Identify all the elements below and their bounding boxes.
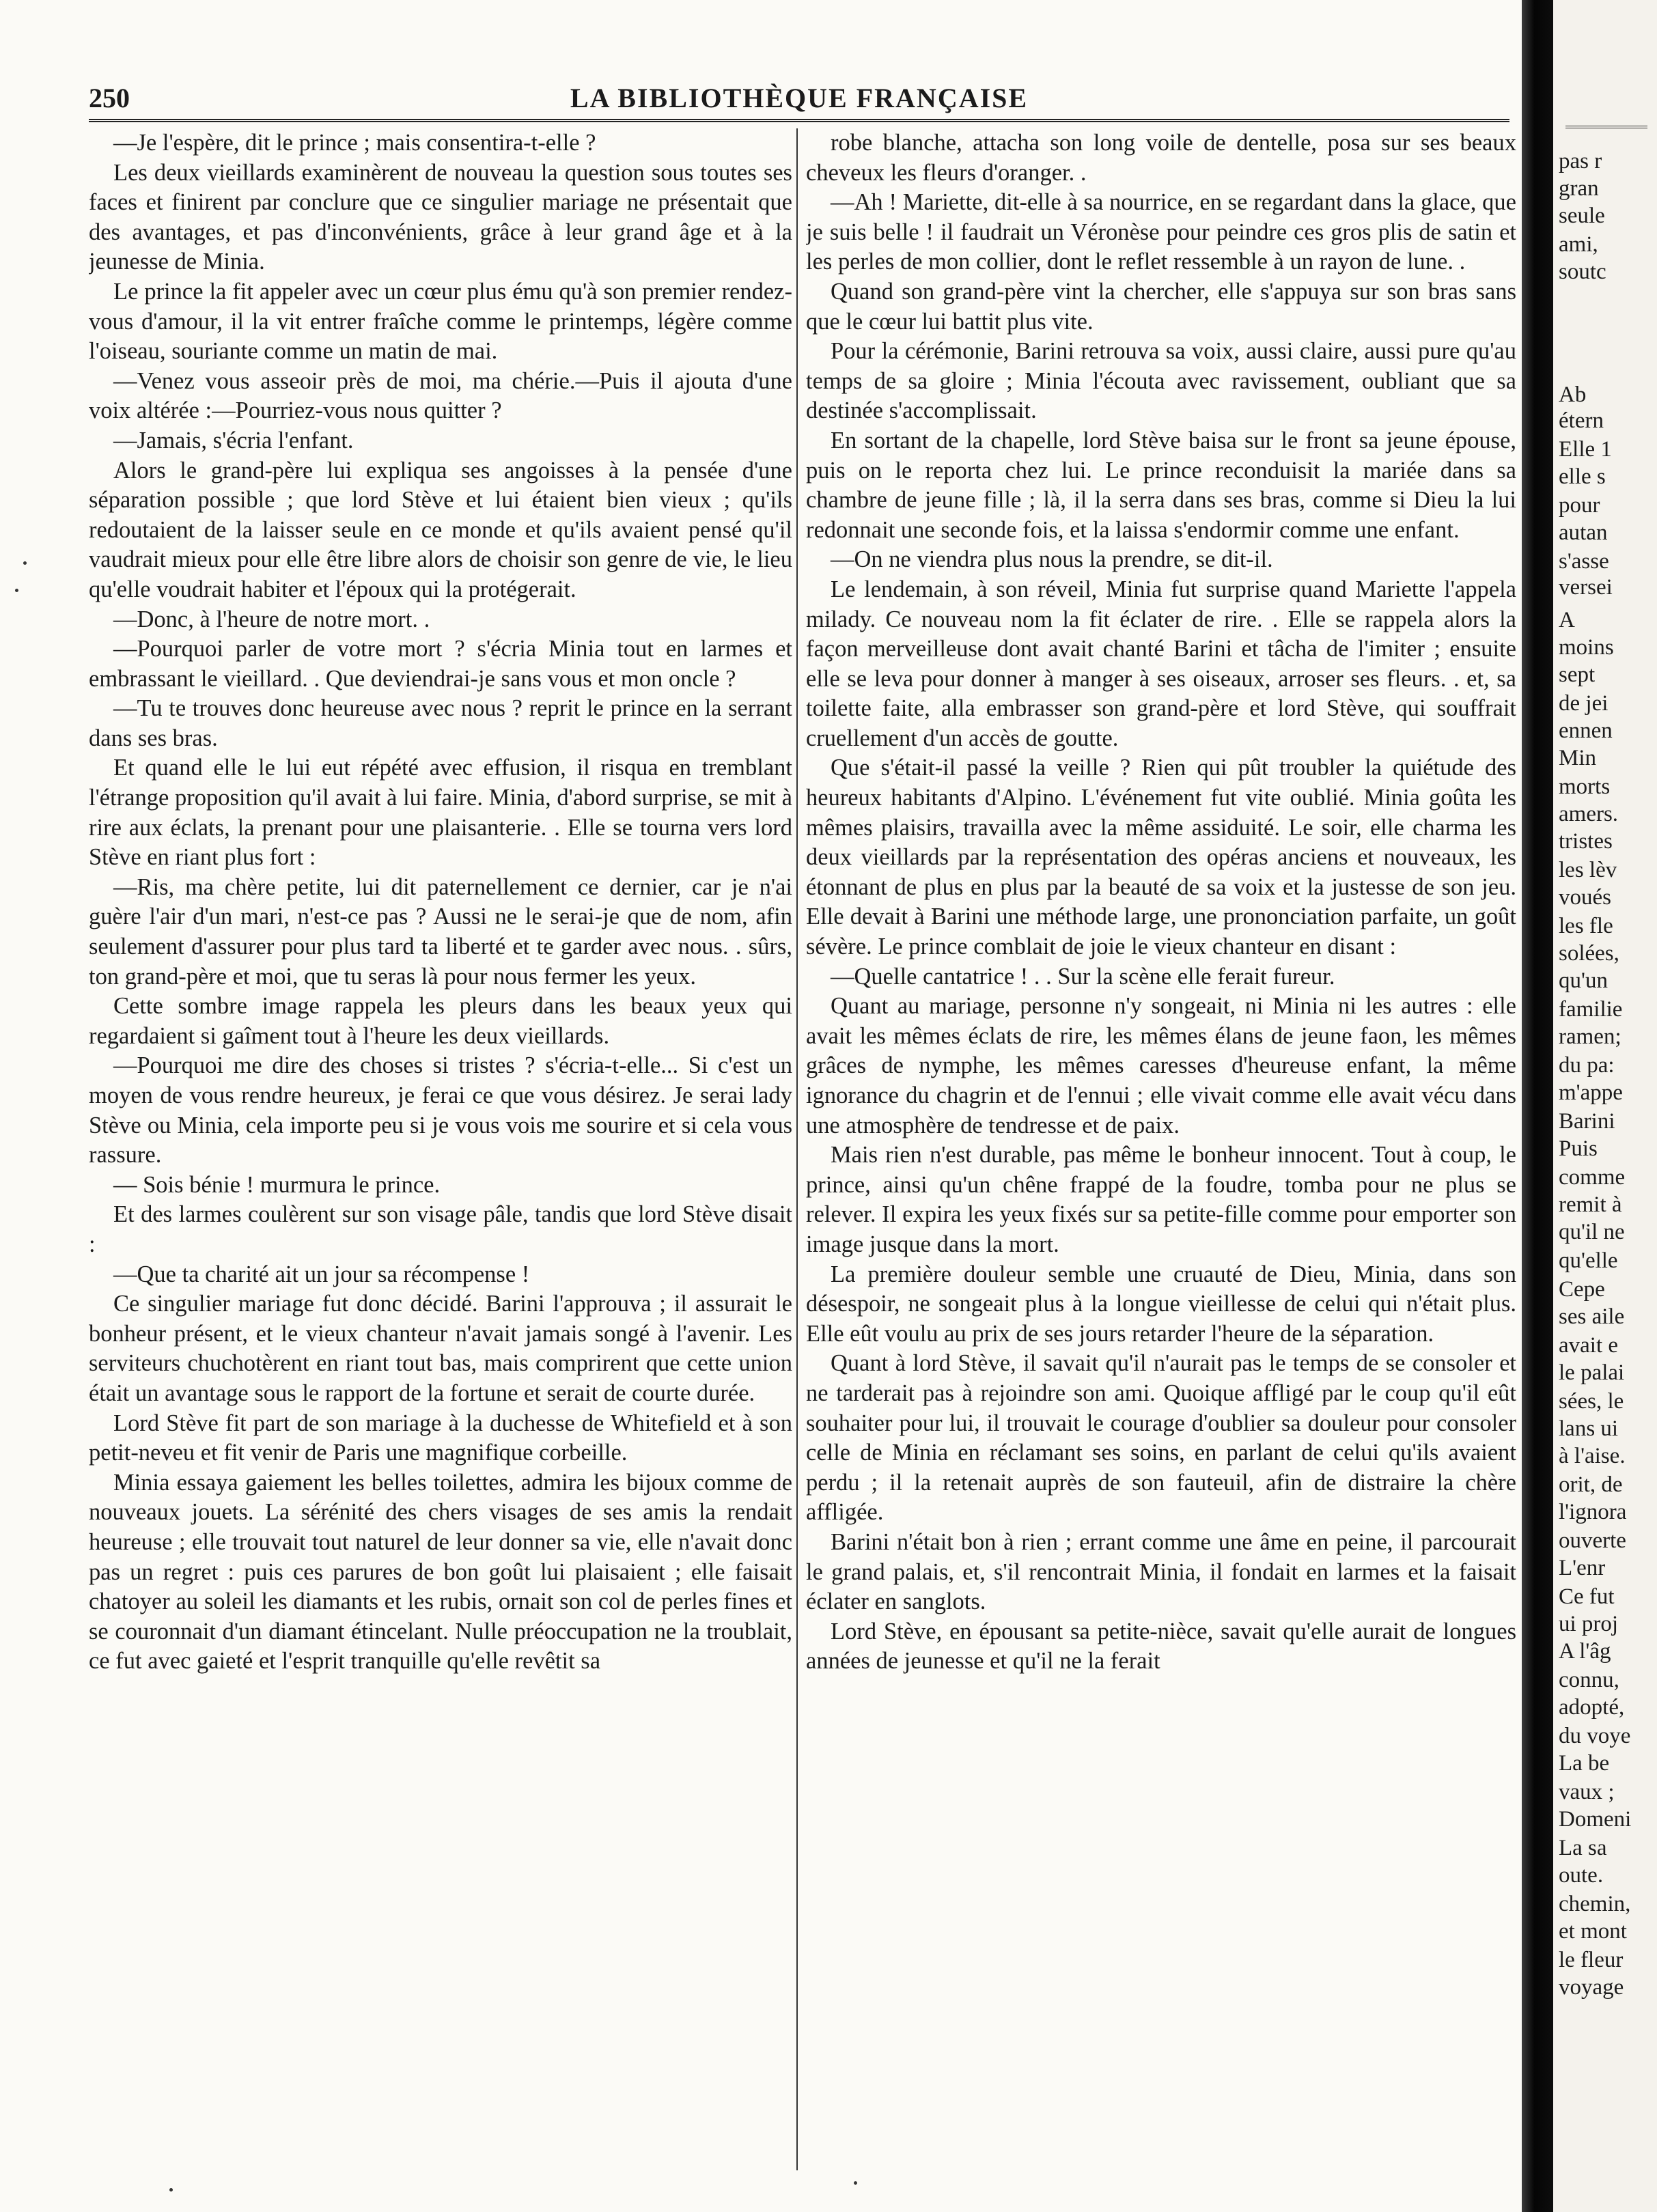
paragraph: Quant au mariage, personne n'y songeait, ni Minia ni les autres : elle avait les mêmes éclats de rire, les mêmes élans de jeune faon, les mêmes grâces de nymphe, les mêmes caresses d'heureuse enfant, la même ignorance du chagrin et de l'ennui ; elle vivait comme elle avait vécu dans une atmosphère de tendresse et de paix.	[806, 993, 1516, 1138]
adjacent-page-fragment: Ce fut	[1559, 1584, 1615, 1609]
left-text-column	[89, 128, 792, 2157]
adjacent-page-fragment: amers.	[1559, 802, 1619, 826]
adjacent-page-fragment: sept	[1559, 662, 1596, 687]
adjacent-page-fragment: du voye	[1559, 1724, 1631, 1748]
adjacent-page-fragment: L'enr	[1559, 1556, 1606, 1580]
paragraph: —Ah ! Mariette, dit-elle à sa nourrice, en se regardant dans la glace, que je suis belle ! il faudrait un Véronèse pour peindre ces gros plis de satin et les perles de mon collier, dont le reflet ressemble à un rayon de lune. .	[806, 189, 1516, 275]
paragraph: —Ris, ma chère petite, lui dit paternellement ce dernier, car je n'ai guère l'air d'un mari, n'est-ce pas ? Aussi ne le serai-je que de nom, afin seulement d'assurer pour plus tard ta liberté et te garder avec nous. . sûrs, ton grand-père et moi, que tu seras là pour nous fermer les yeux.	[89, 873, 792, 990]
column-divider	[796, 128, 798, 2170]
paragraph: Ce singulier mariage fut donc décidé. Barini l'approuva ; il assurait le bonheur présent, et le vieux chanteur n'avait jamais songé à l'avenir. Les serviteurs chuchotèrent en riant tout bas, mais comprirent que cette union était un avantage sous le rapport de la fortune et serait de courte durée.	[89, 1291, 792, 1406]
adjacent-page-fragment: seule	[1559, 204, 1605, 228]
paragraph: Pour la cérémonie, Barini retrouva sa voix, aussi claire, aussi pure qu'au temps de sa gloire ; Minia l'écouta avec ravissement, oubliant que sa destinée s'accomplissait.	[806, 338, 1516, 424]
adjacent-page-fragment: La sa	[1559, 1836, 1607, 1860]
adjacent-page-fragment: s'asse	[1559, 549, 1609, 574]
adjacent-page-fragment: Min	[1559, 746, 1597, 770]
adjacent-page-fragment: familie	[1559, 997, 1623, 1022]
binding-shadow	[1522, 0, 1553, 2212]
adjacent-page-fragment: qu'un	[1559, 968, 1608, 993]
paragraph: —Que ta charité ait un jour sa récompense !	[113, 1261, 530, 1287]
paragraph: — Sois bénie ! murmura le prince.	[113, 1171, 441, 1198]
paragraph: Quant à lord Stève, il savait qu'il n'aurait pas le temps de se consoler et ne tarderait pas à rejoindre son ami. Quoique affligé par le coup qu'il eût souhaiter pour lui, il trouvait le courage d'oublier sa douleur pour consoler celle de Minia en réclamant ses soins, en parlant de celui qu'ils avaient perdu ; il la retenait auprès de son fauteuil, afin de distraire la chère affligée.	[806, 1350, 1516, 1526]
adjacent-page-fragment: voyage	[1559, 1975, 1624, 2000]
adjacent-page-fragment: versei	[1559, 575, 1613, 600]
paragraph: —Donc, à l'heure de notre mort. .	[113, 606, 430, 632]
adjacent-page-fragment: étern	[1559, 408, 1604, 433]
paragraph: —Pourquoi me dire des choses si tristes ? s'écria-t-elle... Si c'est un moyen de vous rendre heureux, je ferai ce que vous désirez. Je serai lady Stève ou Minia, cela importe peu si je vous vois me sourire et si cela vous rassure.	[89, 1052, 792, 1168]
adjacent-page-fragment: La be	[1559, 1751, 1610, 1776]
adjacent-page-fragment: soutc	[1559, 260, 1606, 284]
adjacent-page-fragment: gran	[1559, 176, 1599, 201]
running-title: LA BIBLIOTHÈQUE FRANÇAISE	[570, 83, 1029, 113]
adjacent-header-rule	[1565, 126, 1647, 128]
paragraph: —Jamais, s'écria l'enfant.	[113, 427, 354, 453]
adjacent-page-fragment: ramen;	[1559, 1024, 1621, 1049]
adjacent-page-fragment: A	[1559, 608, 1575, 632]
adjacent-page-fragment: et mont	[1559, 1919, 1627, 1944]
adjacent-page-fragment: elle s	[1559, 464, 1606, 489]
adjacent-page-fragment: autan	[1559, 520, 1608, 545]
adjacent-page-fragment: Elle 1	[1559, 437, 1612, 462]
paragraph: En sortant de la chapelle, lord Stève baisa sur le front sa jeune épouse, puis on le reporta chez lui. Le prince reconduisit la mariée dans sa chambre de jeune fille ; là, il la serra dans ses bras, comme si Dieu la lui redonnait une seconde fois, et la laissa s'endormir comme une enfant.	[806, 427, 1516, 543]
paragraph: —Quelle cantatrice ! . . Sur la scène elle ferait fureur.	[831, 963, 1335, 990]
adjacent-page-fragment: remit à	[1559, 1192, 1622, 1217]
adjacent-page-edge	[1553, 0, 1657, 2212]
paragraph: —Pourquoi parler de votre mort ? s'écria Minia tout en larmes et embrassant le vieillard. . Que deviendrai-je sans vous et mon oncle ?	[89, 636, 792, 692]
adjacent-page-fragment: Ab	[1559, 382, 1587, 407]
adjacent-page-fragment: les fle	[1559, 914, 1613, 938]
scan-speck	[23, 561, 27, 565]
paragraph: La première douleur semble une cruauté de Dieu, Minia, dans son désespoir, ne songeait plus à la longue vieillesse de celui qui n'était plus. Elle eût voulu au prix de ses jours retarder l'heure de la séparation.	[806, 1261, 1516, 1347]
adjacent-page-fragment: moins	[1559, 635, 1614, 660]
header-rule	[89, 119, 1509, 122]
adjacent-page-fragment: Puis	[1559, 1136, 1598, 1161]
adjacent-page-fragment: voués	[1559, 885, 1611, 910]
paragraph: Barini n'était bon à rien ; errant comme une âme en peine, il parcourait le grand palais, et, s'il rencontrait Minia, il fondait en larmes et la faisait éclater en sanglots.	[806, 1528, 1516, 1615]
adjacent-page-fragment: Cepe	[1559, 1277, 1605, 1302]
page-number: 250	[89, 83, 130, 113]
paragraph: Lord Stève fit part de son mariage à la duchesse de Whitefield et à son petit-neveu et fit venir de Paris une magnifique corbeille.	[89, 1410, 792, 1466]
adjacent-page-fragment: Barini	[1559, 1109, 1615, 1134]
adjacent-page-fragment: solées,	[1559, 941, 1619, 966]
paragraph: Que s'était-il passé la veille ? Rien qui pût troubler la quiétude des heureux habitants d'Alpino. L'événement fut vite oublié. Minia goûta les mêmes plaisirs, travailla avec la même assiduité. Le soir, elle charma les deux vieillards par la représentation des opéras anciens et nouveaux, les étonnant de plus en plus par la beauté de sa voix et la justesse de son jeu. Elle devait à Barini une méthode large, une prononciation parfaite, un goût sévère. Le prince comblait de joie le vieux chanteur en disant :	[806, 755, 1516, 960]
adjacent-page-fragment: les lèv	[1559, 858, 1617, 882]
paragraph: Lord Stève, en épousant sa petite-nièce, savait qu'elle aurait de longues années de jeunesse et qu'il ne la ferait	[806, 1618, 1516, 1675]
scan-speck	[169, 2188, 173, 2192]
paragraph: Et quand elle le lui eut répété avec effusion, il risqua en tremblant l'étrange proposition qu'il avait à lui faire. Minia, d'abord surprise, se mit à rire aux éclats, la prenant pour une plaisanterie. . Elle se tourna vers lord Stève en riant plus fort :	[89, 755, 792, 871]
adjacent-page-fragment: l'ignora	[1559, 1500, 1627, 1524]
adjacent-page-fragment: m'appe	[1559, 1080, 1623, 1105]
paragraph: Le prince la fit appeler avec un cœur plus ému qu'à son premier rendez-vous d'amour, il la vit entrer fraîche comme le printemps, légère comme l'oiseau, souriante comme un matin de mai.	[89, 278, 792, 365]
paragraph: Alors le grand-père lui expliqua ses angoisses à la pensée d'une séparation possible ; que lord Stève et lui étaient bien vieux ; qu'ils redoutaient de la laisser seule en ce monde et qu'ils avaient pensé qu'il vaudrait mieux pour elle être libre alors de choisir son genre de vie, le lieu qu'elle voudrait habiter et l'époux qui la protégerait.	[89, 457, 792, 602]
adjacent-page-fragment: tristes	[1559, 829, 1613, 854]
adjacent-page-fragment: lans ui	[1559, 1416, 1619, 1441]
adjacent-page-fragment: A l'âg	[1559, 1639, 1611, 1664]
paragraph: Le lendemain, à son réveil, Minia fut surprise quand Mariette l'appela milady. Ce nouveau nom la fit éclater de rire. . Elle se rappela alors la façon merveilleuse dont avait chanté Barini et tâcha de l'imiter ; ensuite elle se leva pour donner à manger à ses oiseaux, arroser ses fleurs. . et, sa toilette faite, alla embrasser son grand-père et lord Stève, qui souffrait cruellement d'un accès de goutte.	[806, 576, 1516, 751]
adjacent-page-fragment: pas r	[1559, 149, 1602, 173]
adjacent-page-fragment: le palai	[1559, 1360, 1625, 1385]
adjacent-page-fragment: à l'aise.	[1559, 1444, 1626, 1468]
adjacent-page-fragment: de jei	[1559, 691, 1609, 716]
adjacent-page-fragment: sées, le	[1559, 1389, 1624, 1414]
adjacent-page-fragment: ouverte	[1559, 1528, 1626, 1553]
page-header	[89, 76, 1509, 117]
paragraph: —Je l'espère, dit le prince ; mais consentira-t-elle ?	[113, 130, 596, 156]
adjacent-page-fragment: ennen	[1559, 718, 1613, 743]
right-text-column	[806, 128, 1516, 2157]
adjacent-page-fragment: qu'il ne	[1559, 1220, 1625, 1244]
adjacent-page-fragment: avait e	[1559, 1333, 1619, 1358]
paragraph: Les deux vieillards examinèrent de nouveau la question sous toutes ses faces et finirent par conclure que ce singulier mariage ne présentait que des avantages, et pas d'inconvénients, grâce à leur grand âge et à la jeunesse de Minia.	[89, 159, 792, 275]
adjacent-page-fragment: connu,	[1559, 1668, 1619, 1692]
paragraph: —Tu te trouves donc heureuse avec nous ? reprit le prince en la serrant dans ses bras.	[89, 695, 792, 751]
adjacent-page-fragment: oute.	[1559, 1863, 1604, 1888]
scan-speck	[854, 2181, 857, 2185]
paragraph: —On ne viendra plus nous la prendre, se dit-il.	[831, 546, 1273, 573]
adjacent-page-fragment: ami,	[1559, 232, 1598, 257]
adjacent-page-fragment: comme	[1559, 1165, 1626, 1190]
paragraph: Et des larmes coulèrent sur son visage pâle, tandis que lord Stève disait :	[89, 1201, 792, 1257]
adjacent-page-fragment: du pa:	[1559, 1053, 1615, 1078]
paragraph: Mais rien n'est durable, pas même le bonheur innocent. Tout à coup, le prince, ainsi qu'un chêne frappé de la foudre, tomba pour ne plus se relever. Il expira les yeux fixés sur sa petite-fille comme pour emporter son image jusque dans la mort.	[806, 1142, 1516, 1257]
adjacent-page-fragment: Domeni	[1559, 1807, 1632, 1832]
adjacent-page-fragment: morts	[1559, 774, 1611, 799]
adjacent-page-fragment: orit, de	[1559, 1472, 1623, 1497]
adjacent-page-fragment: pour	[1559, 493, 1600, 518]
adjacent-page-fragment: chemin,	[1559, 1892, 1631, 1916]
paragraph: Quand son grand-père vint la chercher, elle s'appuya sur son bras sans que le cœur lui battit plus vite.	[806, 278, 1516, 335]
adjacent-page-fragment: ui proj	[1559, 1612, 1619, 1636]
scan-speck	[15, 589, 18, 592]
adjacent-page-fragment: vaux ;	[1559, 1780, 1615, 1804]
adjacent-page-fragment: le fleur	[1559, 1948, 1624, 1972]
adjacent-page-fragment: ses aile	[1559, 1304, 1625, 1329]
paragraph: Minia essaya gaiement les belles toilettes, admira les bijoux comme de nouveaux jouets. La sérénité des chers visages de ses amis la rendait heureuse ; elle trouvait tout naturel de leur donner sa vie, elle n'avait donc pas un regret : puis ces parures de bon goût lui plaisaient ; elle faisait chatoyer au soleil les diamants et les rubis, ornait son col de perles fines et se couronnait d'un diamant étincelant. Nulle préoccupation ne la troublait, ce fut avec gaieté et l'esprit tranquille qu'elle revêtit sa	[89, 1469, 792, 1675]
paragraph: Cette sombre image rappela les pleurs dans les beaux yeux qui regardaient si gaîment tout à l'heure les deux vieillards.	[89, 993, 792, 1049]
adjacent-page-fragment: adopté,	[1559, 1695, 1625, 1720]
paragraph: —Venez vous asseoir près de moi, ma chérie.—Puis il ajouta d'une voix altérée :—Pourriez-vous nous quitter ?	[89, 367, 792, 424]
adjacent-page-fragment: qu'elle	[1559, 1248, 1618, 1273]
paragraph: robe blanche, attacha son long voile de dentelle, posa sur ses beaux cheveux les fleurs d'oranger. .	[806, 130, 1516, 186]
